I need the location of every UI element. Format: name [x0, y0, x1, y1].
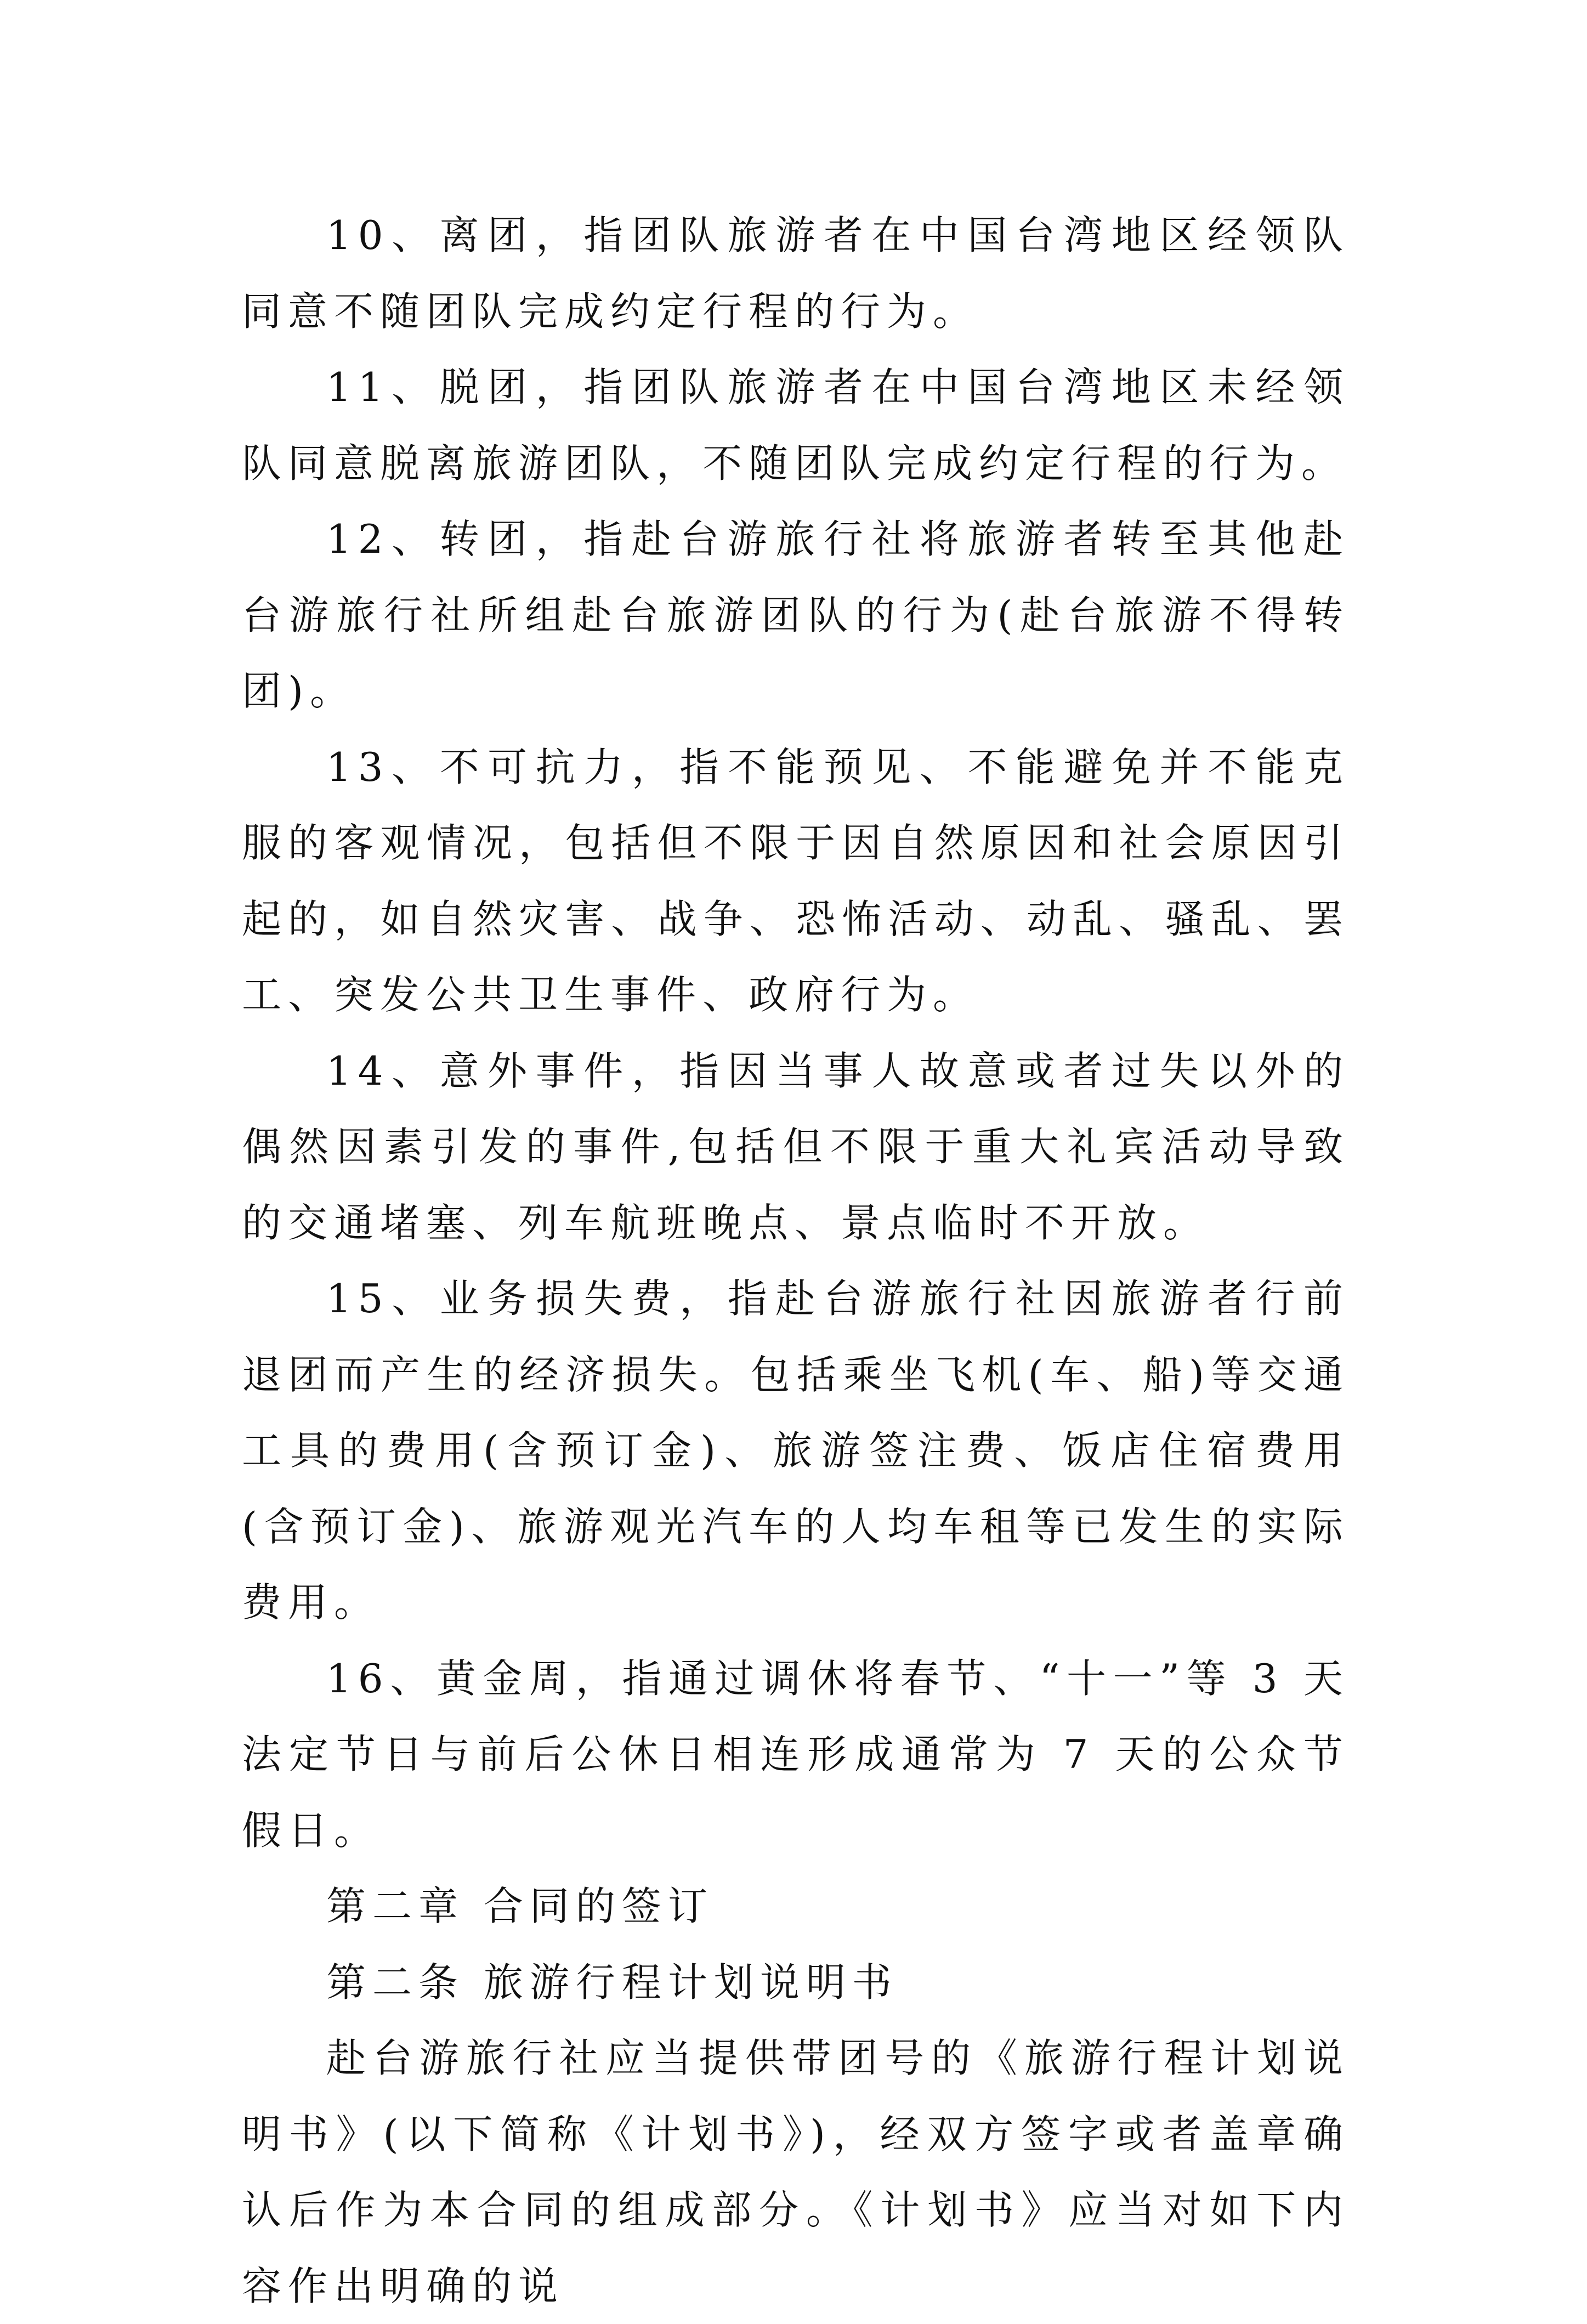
chapter-heading: 第二章 合同的签订	[326, 1883, 714, 1929]
article-heading: 第二条 旅游行程计划说明书	[326, 1959, 898, 2005]
clause-15-paragraph: 15、业务损失费，指赴台游旅行社因旅游者行前退团而产生的经济损失。包括乘坐飞机(车、船)等交通工具的费用(含预订金)、旅游签注费、饭店住宿费用(含预订金)、旅游观光汽车的人均车租等已发生的实际费用。	[242, 1276, 1350, 1625]
clause-10-paragraph: 10、离团，指团队旅游者在中国台湾地区经领队同意不随团队完成约定行程的行为。	[242, 212, 1350, 335]
clause-14-paragraph: 14、意外事件，指因当事人故意或者过失以外的偶然因素引发的事件,包括但不限于重大礼宾活动导致的交通堵塞、列车航班晚点、景点临时不开放。	[242, 1047, 1350, 1246]
clause-13-paragraph: 13、不可抗力，指不能预见、不能避免并不能克服的客观情况，包括但不限于因自然原因和社会原因引起的，如自然灾害、战争、恐怖活动、动乱、骚乱、罢工、突发公共卫生事件、政府行为。	[242, 744, 1350, 1018]
clause-16-paragraph: 16、黄金周，指通过调休将春节、“十一”等 3 天法定节日与前后公休日相连形成通常为 7 天的公众节假日。	[242, 1655, 1350, 1853]
article-body-paragraph: 赴台游旅行社应当提供带团号的《旅游行程计划说明书》(以下简称《计划书》)，经双方签字或者盖章确认后作为本合同的组成部分。《计划书》应当对如下内容作出明确的说	[242, 2035, 1350, 2309]
clause-11-paragraph: 11、脱团，指团队旅游者在中国台湾地区未经领队同意脱离旅游团队，不随团队完成约定行程的行为。	[242, 364, 1350, 486]
document-body	[242, 197, 1350, 2324]
clause-12-paragraph: 12、转团，指赴台游旅行社将旅游者转至其他赴台游旅行社所组赴台旅游团队的行为(赴台旅游不得转团)。	[242, 516, 1350, 714]
